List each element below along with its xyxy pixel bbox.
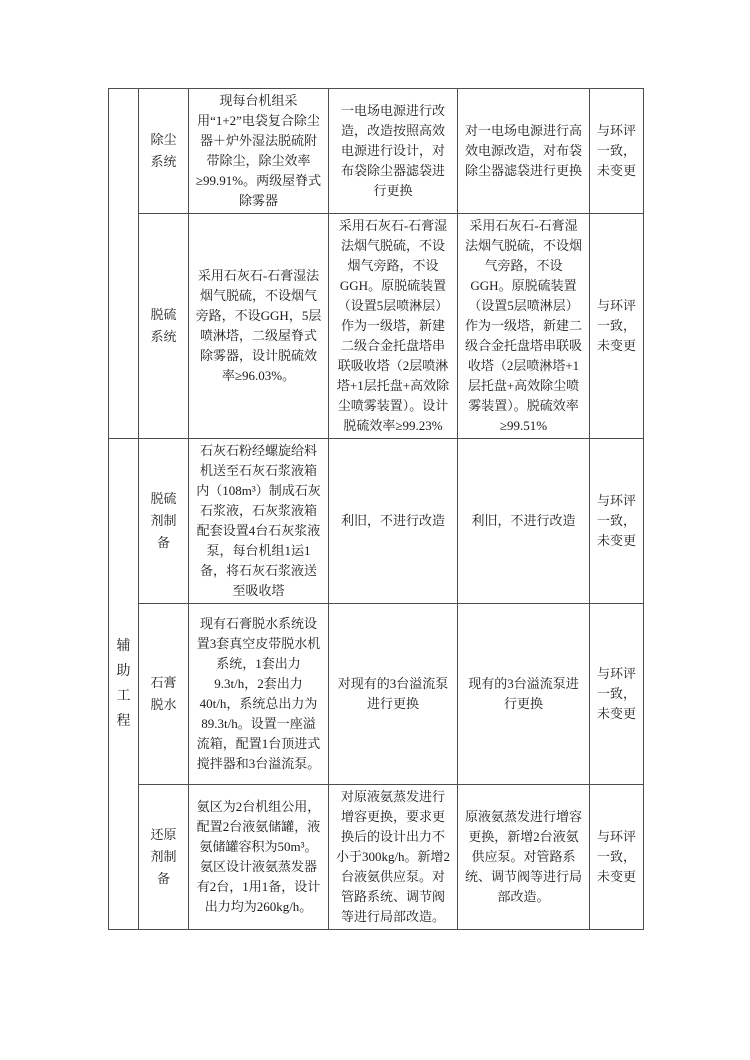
cell-conclusion: 与环评一致，未变更 <box>590 439 644 604</box>
cell-change-plan: 一电场电源进行改造，改造按照高效电源进行设计，对布袋除尘器滤袋进行更换 <box>329 89 458 214</box>
cell-actual-change: 利旧，不进行改造 <box>458 439 590 604</box>
cell-original-design: 现有石膏脱水系统设置3套真空皮带脱水机系统，1套出力9.3t/h，2套出力40t/h，系统总出力为89.3t/h。设置一座溢流箱，配置1台顶进式搅拌器和3台溢流泵。 <box>189 604 329 785</box>
table-row <box>109 439 644 604</box>
cell-actual-change: 现有的3台溢流泵进行更换 <box>458 604 590 785</box>
cell-change-plan: 对现有的3台溢流泵进行更换 <box>329 604 458 785</box>
row-group-label: 辅助工程 <box>116 639 131 729</box>
table-row <box>109 89 644 214</box>
table-row <box>109 214 644 439</box>
comparison-table <box>108 88 644 930</box>
row-group-cell-aux-project <box>109 439 139 930</box>
cell-original-design: 现每台机组采用“1+2”电袋复合除尘器＋炉外湿法脱硫附带除尘，除尘效率≥99.91%。两级屋脊式除雾器 <box>189 89 329 214</box>
cell-actual-change: 对一电场电源进行高效电源改造，对布袋除尘器滤袋进行更换 <box>458 89 590 214</box>
system-label: 脱硫剂制备 <box>150 491 177 550</box>
cell-actual-change: 原液氨蒸发进行增容更换，新增2台液氨供应泵。对管路系统、调节阀等进行局部改造。 <box>458 785 590 930</box>
cell-system <box>139 214 189 439</box>
cell-conclusion: 与环评一致，未变更 <box>590 785 644 930</box>
cell-system <box>139 439 189 604</box>
system-label: 石膏脱水 <box>150 675 177 712</box>
table-row <box>109 604 644 785</box>
system-label: 除尘系统 <box>150 132 177 169</box>
cell-conclusion: 与环评一致，未变更 <box>590 214 644 439</box>
row-group-cell-continued <box>109 89 139 439</box>
cell-conclusion: 与环评一致，未变更 <box>590 604 644 785</box>
cell-original-design: 采用石灰石-石膏湿法烟气脱硫，不设烟气旁路，不设GGH，5层喷淋塔，二级屋脊式除雾器，设计脱硫效率≥96.03%。 <box>189 214 329 439</box>
cell-system <box>139 785 189 930</box>
system-label: 还原剂制备 <box>150 827 177 886</box>
cell-change-plan: 利旧，不进行改造 <box>329 439 458 604</box>
cell-actual-change: 采用石灰石-石膏湿法烟气脱硫，不设烟气旁路，不设GGH。原脱硫装置（设置5层喷淋层）作为一级塔，新建二级合金托盘塔串联吸收塔（2层喷淋塔+1层托盘+高效除尘喷雾装置）。脱硫效率≥99.51% <box>458 214 590 439</box>
cell-system <box>139 89 189 214</box>
table-row <box>109 785 644 930</box>
cell-original-design: 氨区为2台机组公用，配置2台液氨储罐，液氨储罐容积为50m³。氨区设计液氨蒸发器有2台，1用1备，设计出力均为260kg/h。 <box>189 785 329 930</box>
system-label: 脱硫系统 <box>150 307 177 344</box>
cell-system <box>139 604 189 785</box>
cell-original-design: 石灰石粉经螺旋给料机送至石灰石浆液箱内（108m³）制成石灰石浆液，石灰浆液箱配套设置4台石灰浆液泵，每台机组1运1备，将石灰石浆液送至吸收塔 <box>189 439 329 604</box>
cell-change-plan: 对原液氨蒸发进行增容更换，要求更换后的设计出力不小于300kg/h。新增2台液氨供应泵。对管路系统、调节阀等进行局部改造。 <box>329 785 458 930</box>
cell-change-plan: 采用石灰石-石膏湿法烟气脱硫，不设烟气旁路，不设GGH。原脱硫装置（设置5层喷淋层）作为一级塔，新建二级合金托盘塔串联吸收塔（2层喷淋塔+1层托盘+高效除尘喷雾装置）。设计脱硫效率≥99.23% <box>329 214 458 439</box>
cell-conclusion: 与环评一致，未变更 <box>590 89 644 214</box>
